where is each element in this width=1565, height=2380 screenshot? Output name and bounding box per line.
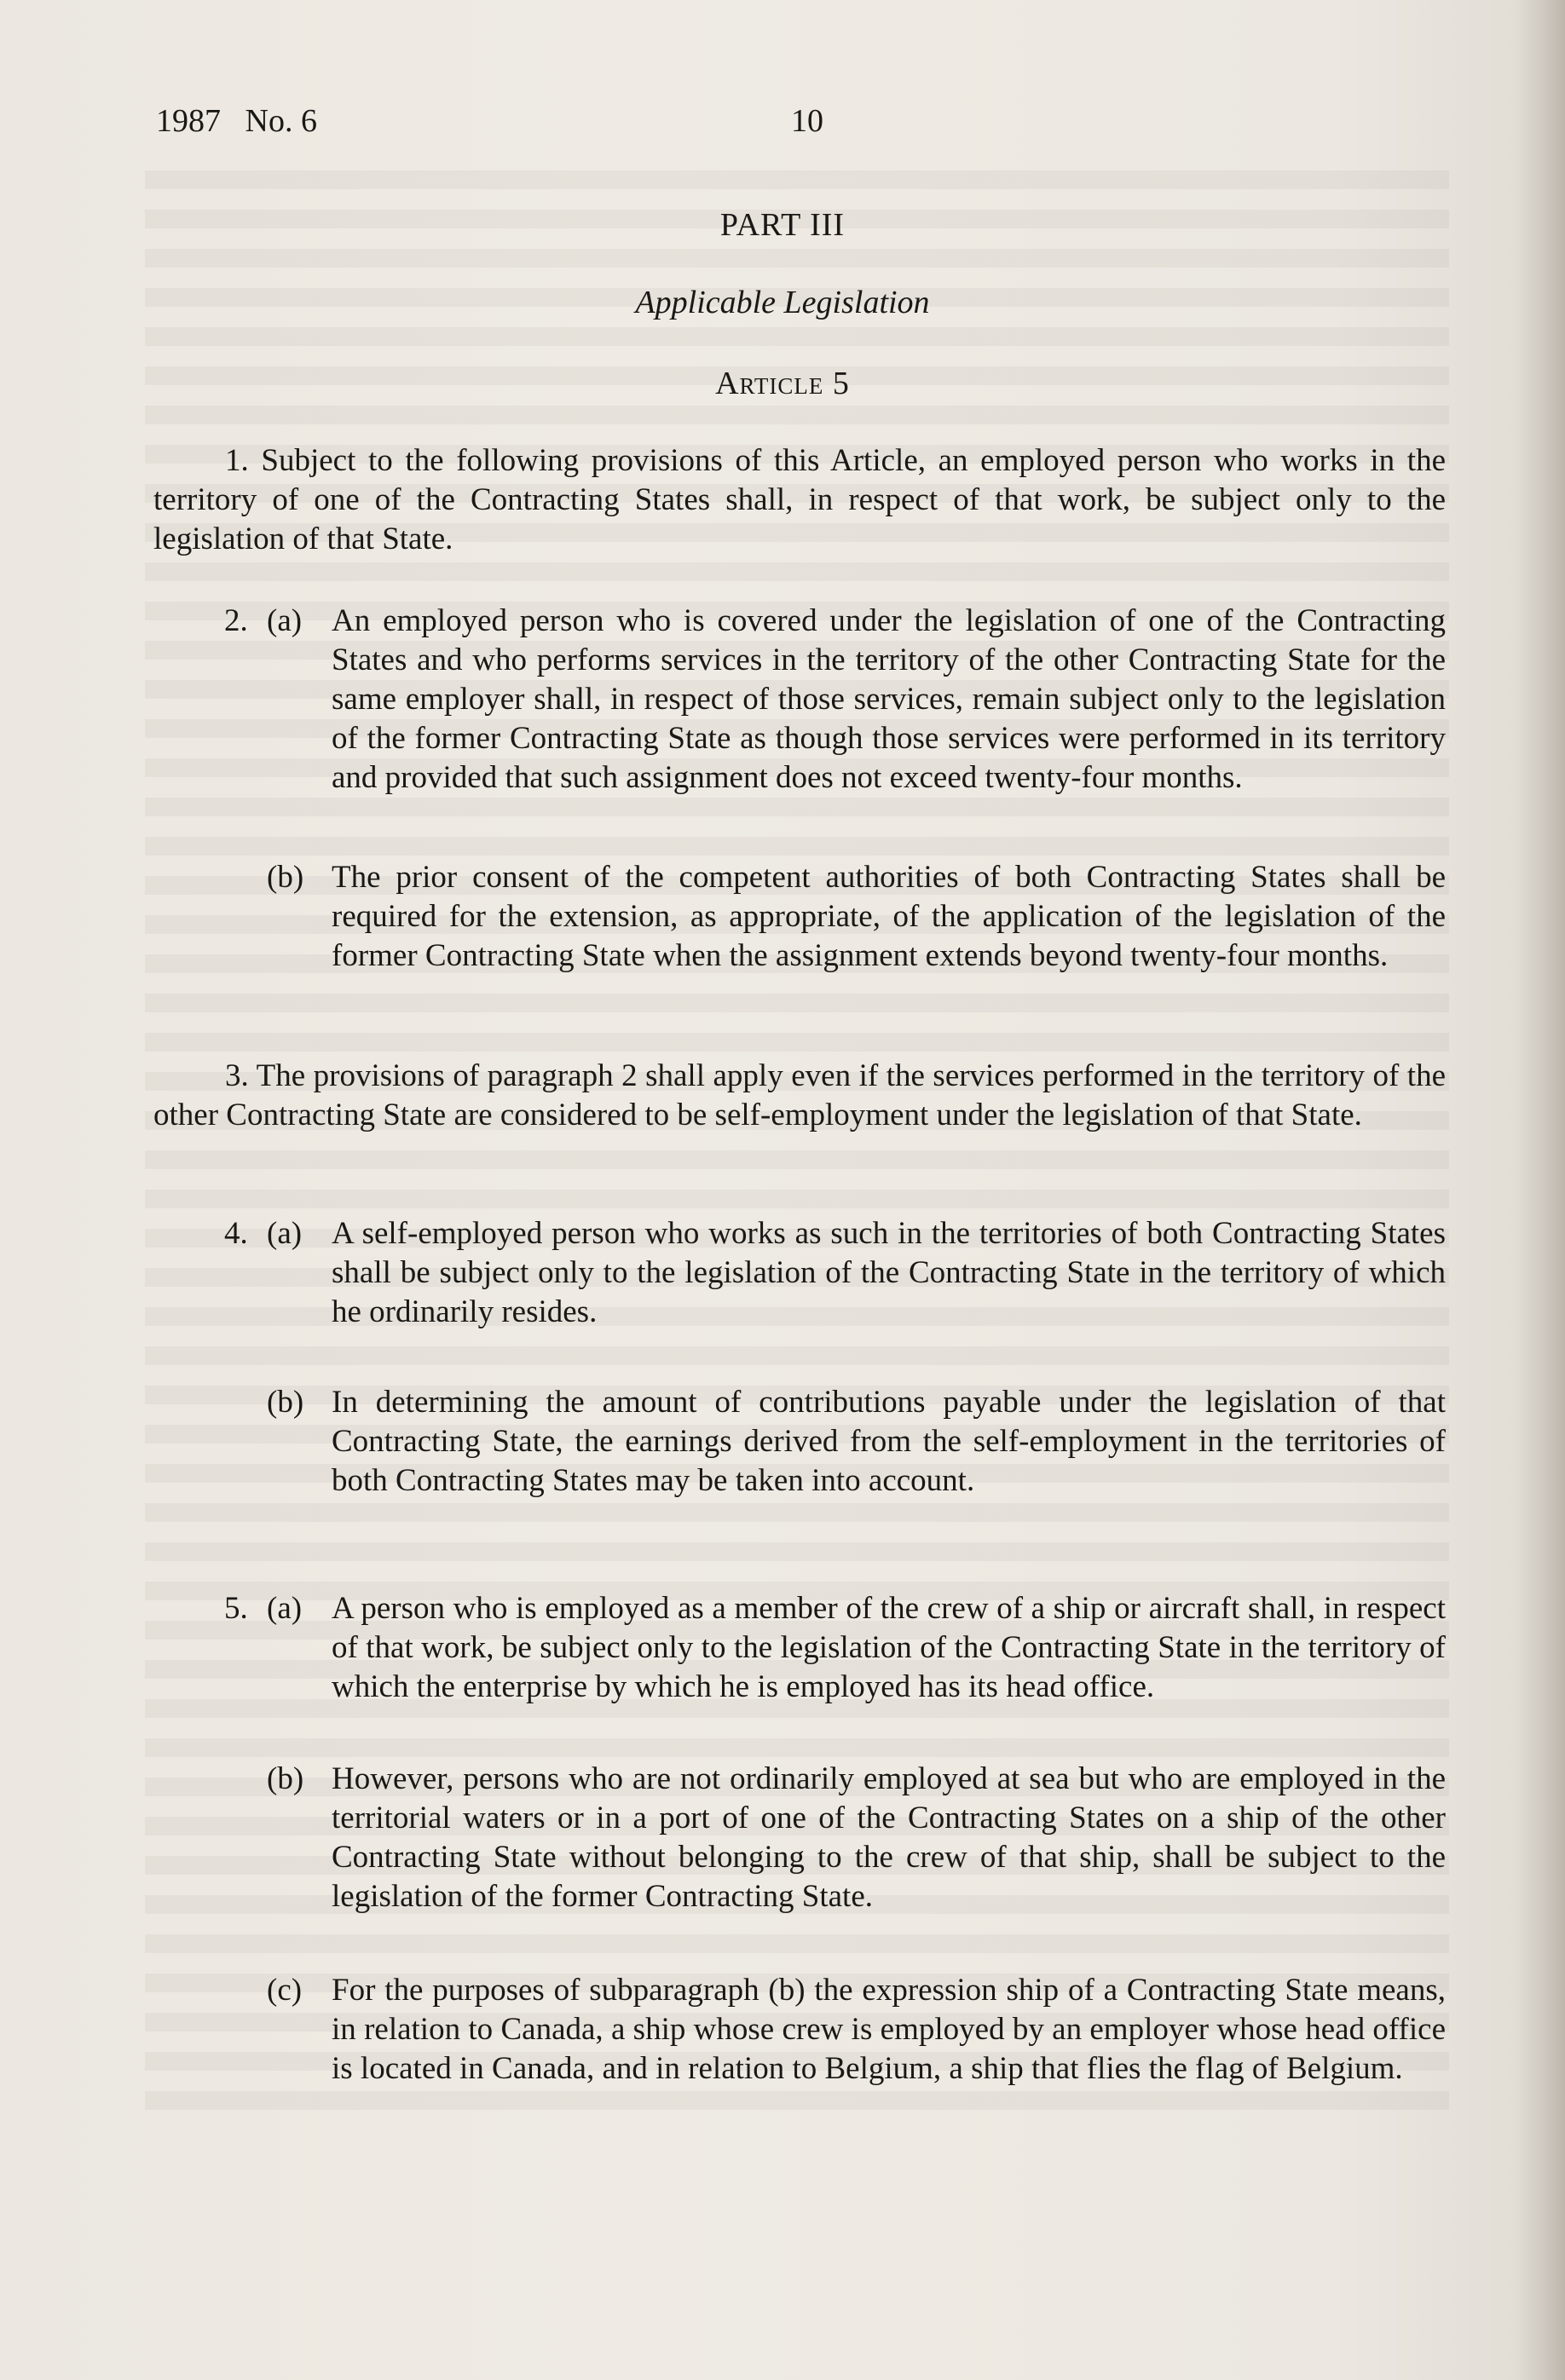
paragraph-5a-label: (a): [267, 1591, 303, 1626]
paragraph-2a: [267, 602, 1446, 840]
paragraph-5b-text: However, persons who are not ordinarily employed at sea but who are employed in the territorial waters or in a port of one of the Contracting States on a ship of the other Contracting State without belonging to the crew of that ship, shall be subject to the legislation of the former Contracting State.: [332, 1761, 1446, 1914]
paragraph-2a-text: An employed person who is covered under the legislation of one of the Contracting States and who performs services in the territory of the other Contracting State for the same employer shall, in respect of those services, remain subject only to the legislation of the former Contracting State as though those services were performed in its territory and provided that such assignment does not exceed twenty-four months.: [332, 603, 1446, 795]
paragraph-4b-label: (b): [267, 1385, 304, 1420]
paragraph-4b-text: In determining the amount of contributions payable under the legislation of that Contracting State, the earnings derived from the self-employment in the territories of both Contracting States may be taken into account.: [332, 1385, 1446, 1498]
page-gutter-shadow: [1514, 0, 1565, 2380]
paragraph-5c: [267, 1971, 1446, 2133]
paragraph-4b: [267, 1383, 1446, 1545]
paragraph-4a-text: A self-employed person who works as such in the territories of both Contracting States shall be subject only to the legislation of the Contracting State in the territory of which he ordinarily resides.: [332, 1216, 1446, 1329]
paragraph-4-number: 4.: [224, 1216, 248, 1251]
paragraph-4a-label: (a): [267, 1216, 303, 1251]
header-page-number: 10: [791, 103, 823, 139]
paragraph-5b: [267, 1760, 1446, 1960]
paragraph-3: 3. The provisions of paragraph 2 shall apply even if the services performed in the territory of the other Contracting State are considered to be self-employment under the legislation of that State.: [153, 1058, 1446, 1132]
part-title: PART III: [719, 207, 846, 243]
article-title: Article 5: [715, 366, 850, 401]
paragraph-5b-label: (b): [267, 1761, 304, 1796]
header-year-number: 1987 No. 6: [156, 103, 317, 139]
part-subtitle: Applicable Legislation: [635, 285, 930, 320]
paragraph-5a-text: A person who is employed as a member of the crew of a ship or aircraft shall, in respect of that work, be subject only to the legislation of the Contracting State in the territory of which the enterprise by which he is employed has its head office.: [332, 1591, 1446, 1704]
paragraph-1: 1. Subject to the following provisions of this Article, an employed person who works in the territory of one of the Contracting States shall, in respect of that work, be subject only to the legislation of that State.: [153, 443, 1446, 556]
paragraph-2a-label: (a): [267, 603, 303, 638]
paragraph-2b-text: The prior consent of the competent authorities of both Contracting States shall be required for the extension, as appropriate, of the application of the legislation of the former Contracting State when the assignment extends beyond twenty-four months.: [332, 860, 1446, 973]
paragraph-2b-label: (b): [267, 860, 304, 895]
paragraph-5c-text: For the purposes of subparagraph (b) the expression ship of a Contracting State means, in relation to Canada, a ship whose crew is employed by an employer whose head office is located in Canada, and in relation to Belgium, a ship that flies the flag of Belgium.: [332, 1973, 1446, 2086]
paragraph-2-number: 2.: [224, 603, 248, 638]
paragraph-2b: [267, 858, 1446, 1020]
paragraph-5c-label: (c): [267, 1973, 303, 2008]
paragraph-5a: [267, 1589, 1446, 1751]
paragraph-5-number: 5.: [224, 1591, 248, 1626]
paragraph-4a: [267, 1214, 1446, 1334]
